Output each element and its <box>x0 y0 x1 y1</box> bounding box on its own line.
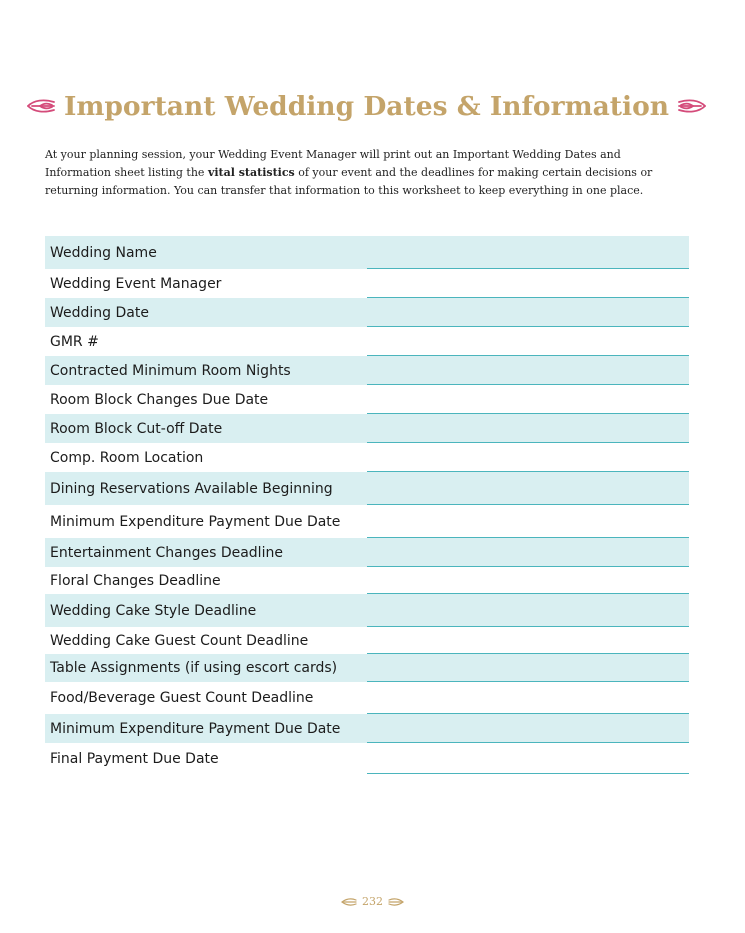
form-row <box>45 538 689 567</box>
flourish-right-icon <box>677 96 707 116</box>
field-label: Wedding Event Manager <box>50 275 222 292</box>
form-row <box>45 298 689 327</box>
flourish-left-icon <box>26 96 56 116</box>
form-row <box>45 654 689 682</box>
field-label: Final Payment Due Date <box>50 750 219 767</box>
field-label: Entertainment Changes Deadline <box>50 544 283 561</box>
field-label: Contracted Minimum Room Nights <box>50 362 291 379</box>
form-row <box>45 356 689 385</box>
form-row <box>45 327 689 356</box>
field-label: Comp. Room Location <box>50 449 204 466</box>
intro-after: of your event and the deadlines for making certain decisions or returning information. You can transfer that information to this worksheet to keep everything in one place. <box>45 166 653 197</box>
page-footer <box>0 892 745 911</box>
form-row <box>45 443 689 472</box>
field-label: Floral Changes Deadline <box>50 572 221 589</box>
form-row <box>45 414 689 443</box>
field-label: Minimum Expenditure Payment Due Date <box>50 513 341 530</box>
field-label: Minimum Expenditure Payment Due Date <box>50 720 341 737</box>
form-row <box>45 472 689 505</box>
form-row <box>45 505 689 538</box>
page-title: Important Wedding Dates & Information <box>63 90 670 122</box>
form-row <box>45 714 689 743</box>
form-row <box>45 743 689 774</box>
field-label: GMR # <box>50 333 99 350</box>
worksheet-form <box>45 236 689 774</box>
intro-text <box>45 146 690 200</box>
form-row <box>45 682 689 714</box>
field-label: Room Block Changes Due Date <box>50 391 269 408</box>
field-entry-line[interactable] <box>367 773 689 774</box>
form-row <box>45 594 689 627</box>
field-label: Food/Beverage Guest Count Deadline <box>50 690 314 706</box>
field-label: Table Assignments (if using escort cards) <box>50 660 338 676</box>
footer-flourish-left-icon <box>341 892 357 911</box>
page-number: 232 <box>362 895 383 908</box>
form-row <box>45 236 689 269</box>
form-row <box>45 567 689 594</box>
field-label: Wedding Date <box>50 304 149 321</box>
field-label: Wedding Name <box>50 244 157 261</box>
footer-flourish-right-icon <box>388 892 404 911</box>
field-label: Dining Reservations Available Beginning <box>50 480 333 497</box>
field-label: Wedding Cake Guest Count Deadline <box>50 632 309 649</box>
field-label: Room Block Cut-off Date <box>50 420 223 437</box>
intro-emphasis: vital statistics <box>207 166 295 179</box>
form-row <box>45 627 689 654</box>
form-row <box>45 269 689 298</box>
form-row <box>45 385 689 414</box>
intro-before: At your planning session, your Wedding Event Manager will print out an Important Wedding Dates and Information sheet listing the <box>45 148 621 179</box>
field-label: Wedding Cake Style Deadline <box>50 602 257 619</box>
page-header <box>44 86 689 126</box>
